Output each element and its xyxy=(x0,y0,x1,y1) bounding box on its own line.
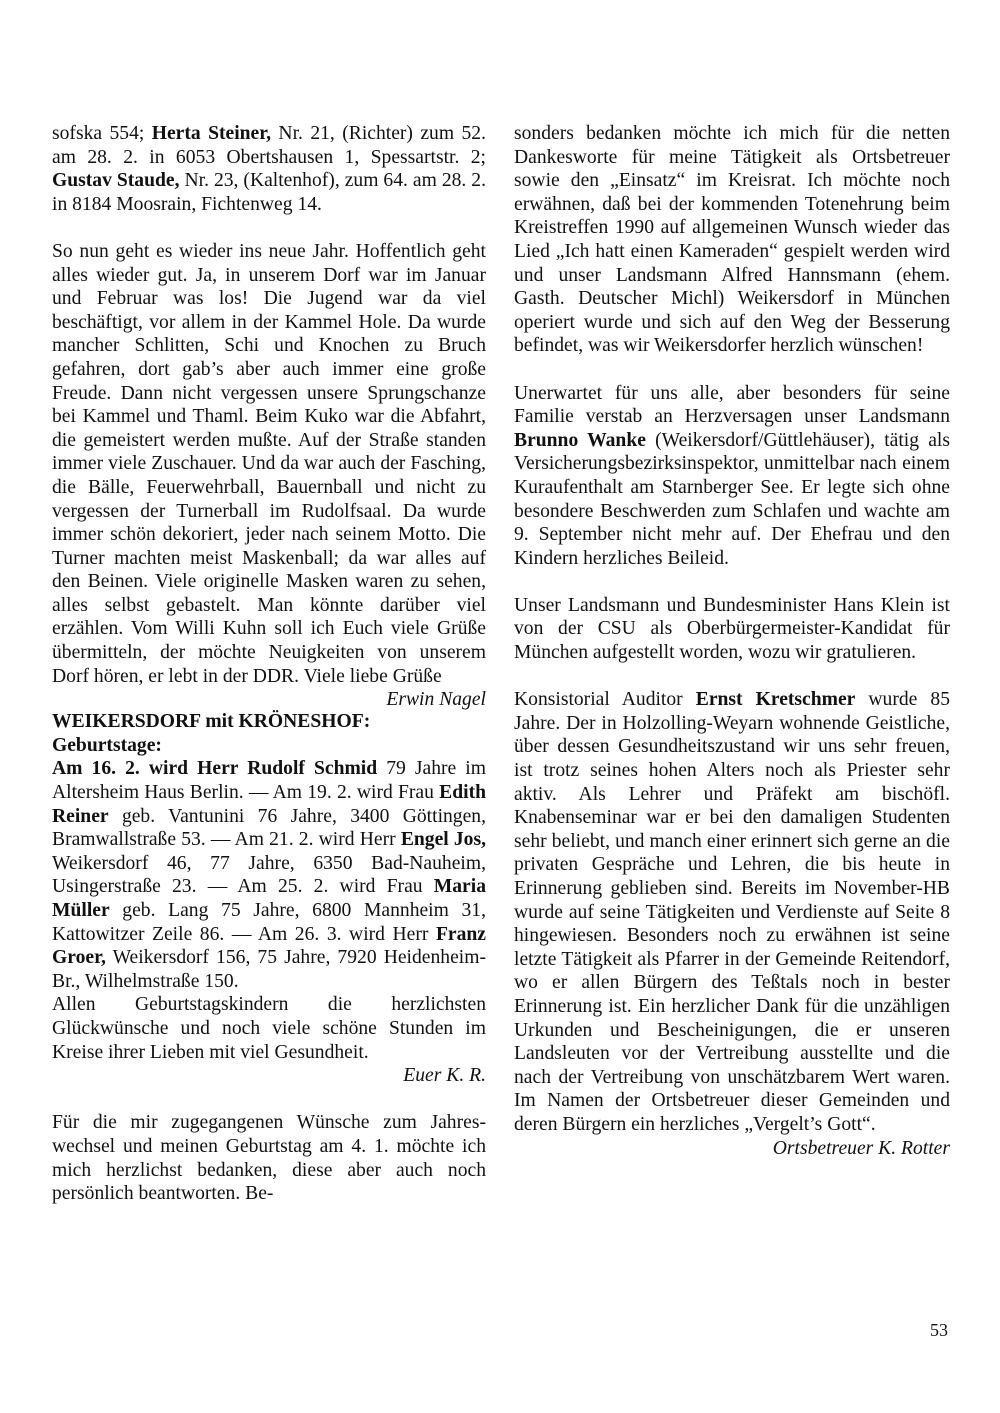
thanks-continued-paragraph: sonders bedanken möchte ich mich für die netten Dankesworte für meine Tätigkeit als Ortsbetreuer sowie den „Einsatz“ im Kreisrat. Ich möchte noch erwähnen, daß bei der kommenden Totenehrung beim Kreistreffen 1990 auf allgemeinen Wunsch wieder das Lied „Ich hatt einen Kameraden“ gespielt werden wird und unser Landsmann Alfred Hannsmann (ehem. Gasth. Deutscher Michl) Weikersdorf in München operiert wurde und sich auf den Weg der Besserung befindet, was wir Weikersdorfer herzlich wünschen! xyxy=(514,123,950,357)
person-name: Gustav Staude, xyxy=(52,170,180,192)
text-run: 79 Jahre im Altersheim Haus Berlin. — Am 19. 2. wird Frau xyxy=(52,758,486,804)
text-run: geb. Vantunini 76 Jahre, 3400 Göttingen, Bramwallstraße 53. — Am 21. 2. wird Herr xyxy=(52,805,486,851)
person-name: Franz Groer, xyxy=(52,923,486,969)
right-column xyxy=(514,122,950,1160)
text-run: wurde 85 Jahre. Der in Holzolling-Weyarn wohnende Geistliche, über dessen Gesundheitszustand wir uns sehr freuen, ist trotz seines hohen Alters noch als Priester sehr aktiv. Als Lehrer und Präfekt am bischöfl. Knabenseminar war er bei den damaligen Studenten sehr beliebt, und manch einer erinnert sich gerne an die privaten Gespräche und Lehren, die bis heute in Erinnerung geblieben sind. Bereits im November-HB wurde auf seine Tätigkeiten und Verdienste auf Seite 8 hingewiesen. Besonders noch zu erwähnen ist seine letzte Tätigkeit als Pfarrer in der Gemeinde Reitendorf, wo er allen Bürgern des Teßtals noch in bester Erinnerung ist. Ein herzlicher Dank für die unzähligen Urkunden und Bescheinigungen, die er unseren Landsleuten vor der Vertreibung ausstellte und die nach der Vertreibung von unschätzbarem Wert waren. Im Namen der Ortsbetreuer dieser Gemeinden und deren Bürgern ein herzliches „Vergelt’s Gott“. xyxy=(514,689,950,1135)
text-run: So nun geht es wieder ins neue Jahr. Hoffentlich geht alles wieder gut. Ja, in unserem Dorf war im Januar und Februar was los! Die Jugend war da viel beschäftigt, vor allem in der Kammel Hole. Da wurde mancher Schlitten, Schi und Knochen zu Bruch gefahren, dort gab’s aber auch immer eine große Freude. Dann nicht vergessen unsere Sprungschanze bei Kammel und Thaml. Beim Kuko war die Abfahrt, die gemeistert werden mußte. Auf der Straße standen immer viele Zuschauer. Und da war auch der Fasching, die Bälle, Feuerwehrball, Bauernball und nicht zu vergessen der Turnerball im Rudolfsaal. Da wurde immer schön dekoriert, jeder nach seinem Motto. Die Turner machten meist Maskenball; da war alles auf den Beinen. Viele originelle Masken waren zu sehen, alles selbst gebastelt. Man könnte darüber viel erzählen. Vom Willi Kuhn soll ich Euch viele Grüße übermitteln, der möchte Neuigkeiten von unserem Dorf hören, er lebt in der DDR. Viele liebe Grüße xyxy=(52,240,486,687)
text-run: sofska 554; xyxy=(52,123,152,144)
winter-memories-paragraph xyxy=(52,240,486,711)
birthdays-paragraph xyxy=(52,757,486,993)
text-run: (Weikersdorf/Güttlehäuser), tätig als Versicherungsbezirksinspektor, unmittelbar nach einem Kuraufenthalt am Starnberger See. Er legte sich ohne besondere Beschwerden zum Schlafen und wachte am 9. September nicht mehr auf. Der Ehefrau und den Kindern herzliches Beileid. xyxy=(514,429,950,569)
birthday-wishes: Allen Geburtstagskindern die herzlichsten Glückwünsche und noch viele schöne Stunden im Kreise ihrer Lieben mit viel Gesundheit. xyxy=(52,994,486,1063)
signature: Euer K. R. xyxy=(403,1065,486,1087)
left-column xyxy=(52,122,486,1206)
text-run: Weikersdorf 46, 77 Jahre, 6350 Bad-Nauheim, Usingerstraße 23. — Am 25. 2. wird Frau xyxy=(52,852,486,898)
person-name: Engel Jos, xyxy=(400,829,487,851)
text-run: Nr. 21, (Richter) zum 52. am 28. 2. in 6053 Obertshausen 1, Spessartstr. 2; xyxy=(52,123,486,168)
section-heading: WEIKERSDORF mit KRÖNESHOF: xyxy=(52,711,371,733)
text-run: geb. Lang 75 Jahre, 6800 Mannheim 31, Kattowitzer Zeile 86. — Am 26. 3. wird Herr xyxy=(52,900,486,945)
text-run: Weikersdorf 156, 75 Jahre, 7920 Heidenheim-Br., Wilhelmstraße 150. xyxy=(52,947,486,992)
signature: Ortsbetreuer K. Rotter xyxy=(772,1137,950,1159)
person-name: Ernst Kretschmer xyxy=(695,689,856,711)
person-name: Maria Müller xyxy=(52,876,486,921)
text-run: Unerwartet für uns alle, aber besonders für seine Familie verstab an Herzversagen unser Landsmann xyxy=(514,382,950,428)
text-run: Nr. 23, (Kaltenhof), zum 64. am 28. 2. in 8184 Moosrain, Fichtenweg 14. xyxy=(52,170,486,215)
death-notices-continued xyxy=(52,122,486,216)
person-name: Am 16. 2. wird Herr Rudolf Schmid xyxy=(52,758,378,780)
section-subheading: Geburtstage: xyxy=(52,734,162,756)
person-name: Herta Steiner, xyxy=(151,123,272,144)
page-number: 53 xyxy=(930,1320,948,1340)
signature: Erwin Nagel xyxy=(386,689,486,711)
candidate-paragraph: Unser Landsmann und Bundesminister Hans Klein ist von der CSU als Oberbürgermeister-Kandidat für München aufgestellt worden, wozu wir gratulieren. xyxy=(514,594,950,664)
text-run: Konsistorial Auditor xyxy=(514,689,696,711)
kretschmer-paragraph xyxy=(514,688,950,1159)
obituary-paragraph xyxy=(514,382,950,571)
person-name: Edith Reiner xyxy=(52,782,486,827)
thanks-paragraph: Für die mir zugegangenen Wünsche zum Jahreswechsel und meinen Geburtstag am 4. 1. möchte ich mich herzlichst bedanken, diese aber auch noch persönlich beantworten. Be- xyxy=(52,1112,486,1205)
person-name: Brunno Wanke xyxy=(514,429,646,451)
